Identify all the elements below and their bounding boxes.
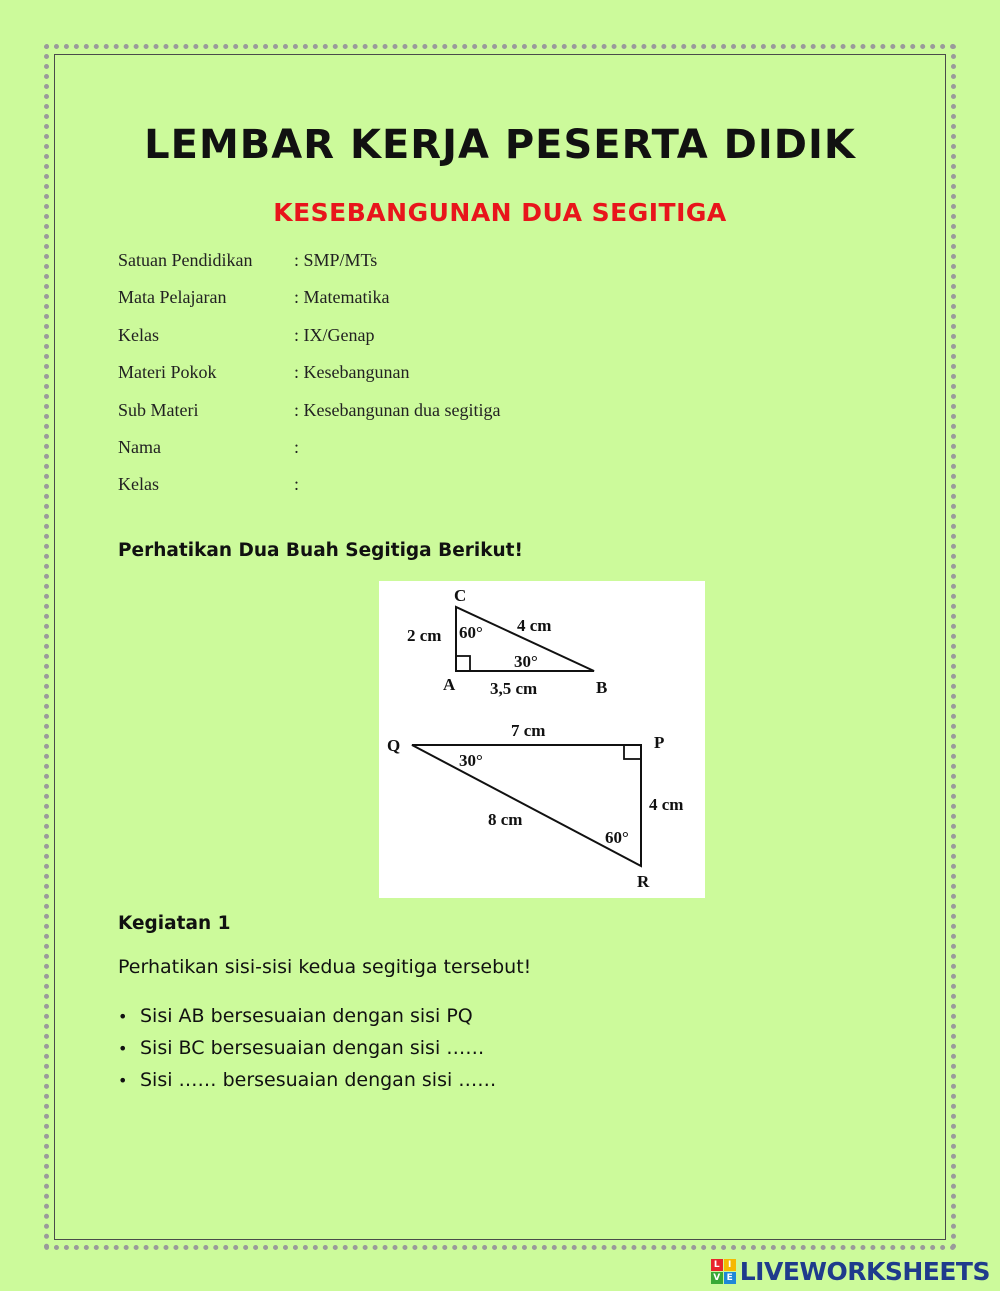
activity-heading: Kegiatan 1 [118, 913, 231, 934]
liveworksheets-brand[interactable] [711, 1255, 990, 1287]
list-item-text: Sisi …… bersesuaian dengan sisi …… [140, 1069, 497, 1091]
info-label: Nama [118, 436, 161, 457]
list-item [118, 1064, 496, 1096]
info-label: Materi Pokok [118, 362, 217, 383]
info-value: : Kesebangunan dua segitiga [294, 399, 501, 420]
correspondence-list [118, 1000, 496, 1096]
right-angle-marker-p [624, 745, 641, 759]
info-row [118, 437, 500, 474]
bullet-icon: • [118, 1070, 128, 1090]
info-value: : SMP/MTs [294, 250, 378, 270]
vertex-label-b: B [596, 678, 608, 697]
info-label: Kelas [118, 474, 159, 495]
info-row [118, 250, 500, 287]
list-item [118, 1000, 496, 1032]
info-row [118, 287, 500, 324]
info-row [118, 362, 500, 399]
info-value: : [294, 474, 300, 495]
info-value: : Matematika [294, 287, 390, 308]
logo-letter: I [724, 1259, 736, 1271]
list-item-text: Sisi AB bersesuaian dengan sisi PQ [140, 1005, 473, 1027]
triangles-diagram [379, 581, 705, 898]
triangle-pqr [412, 745, 641, 866]
vertex-label-q: Q [387, 736, 401, 755]
side-label-cb: 4 cm [517, 616, 552, 635]
angle-label-q: 30° [459, 751, 483, 770]
logo-letter: V [711, 1272, 723, 1284]
bullet-icon: • [118, 1006, 128, 1026]
angle-label-c: 60° [459, 623, 483, 642]
page-subtitle: KESEBANGUNAN DUA SEGITIGA [273, 198, 727, 227]
logo-letter: L [711, 1259, 723, 1271]
liveworksheets-logo-icon [711, 1259, 736, 1284]
side-label-qp: 7 cm [511, 721, 546, 740]
side-label-qr: 8 cm [488, 810, 523, 829]
logo-letter: E [724, 1272, 736, 1284]
right-angle-marker-a [456, 656, 470, 671]
activity-instruction: Perhatikan sisi-sisi kedua segitiga tersebut! [118, 956, 532, 978]
figure-heading: Perhatikan Dua Buah Segitiga Berikut! [118, 540, 523, 561]
angle-label-b: 30° [514, 652, 538, 671]
side-label-ab: 3,5 cm [490, 679, 538, 698]
info-value: : [294, 436, 300, 457]
list-item-text: Sisi BC bersesuaian dengan sisi …… [140, 1037, 485, 1059]
side-label-pr: 4 cm [649, 795, 684, 814]
page-title: LEMBAR KERJA PESERTA DIDIK [144, 122, 856, 168]
info-label: Satuan Pendidikan [118, 250, 253, 270]
bullet-icon: • [118, 1038, 128, 1058]
info-table [118, 250, 500, 512]
info-value: : IX/Genap [294, 324, 375, 345]
info-label: Mata Pelajaran [118, 287, 227, 308]
info-value: : Kesebangunan [294, 362, 410, 383]
side-label-ca: 2 cm [407, 626, 442, 645]
info-label: Sub Materi [118, 399, 199, 420]
triangles-figure [379, 581, 705, 898]
vertex-label-p: P [654, 733, 665, 752]
brand-text: LIVEWORKSHEETS [739, 1256, 990, 1286]
info-row [118, 325, 500, 362]
info-label: Kelas [118, 324, 159, 345]
info-row [118, 474, 500, 511]
vertex-label-r: R [637, 872, 650, 891]
vertex-label-c: C [454, 586, 467, 605]
info-row [118, 400, 500, 437]
angle-label-r: 60° [605, 828, 629, 847]
list-item [118, 1032, 496, 1064]
vertex-label-a: A [443, 675, 456, 694]
